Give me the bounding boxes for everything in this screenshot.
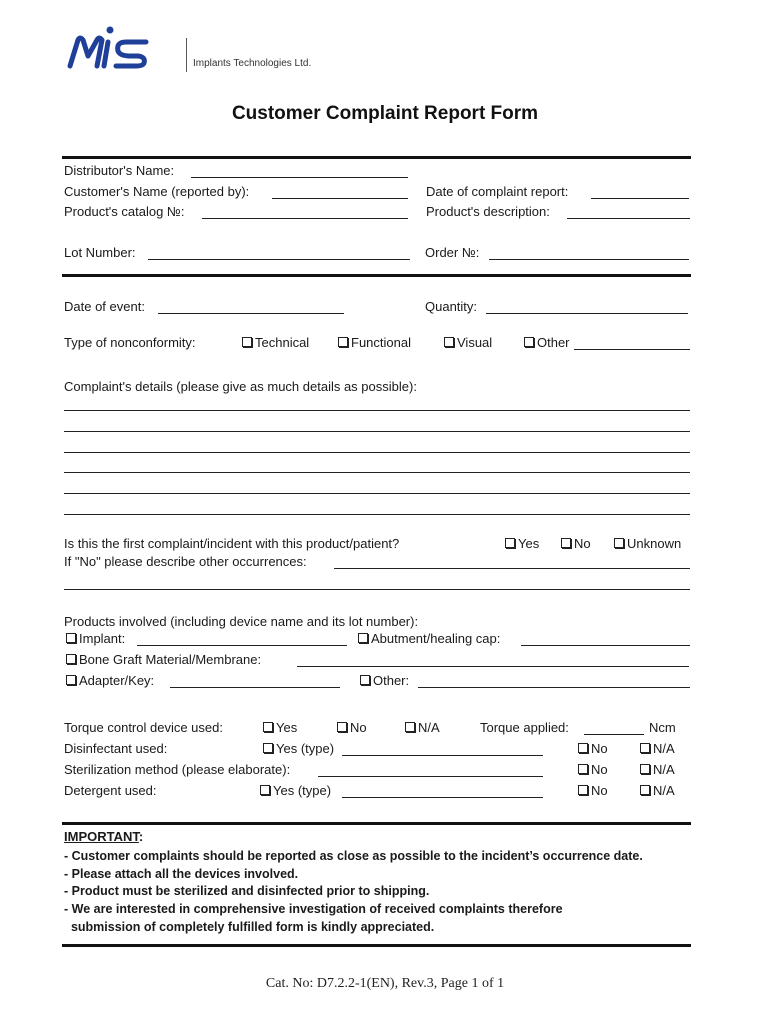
important-line: - Product must be sterilized and disinfected prior to shipping. <box>64 884 430 898</box>
checkbox-icon <box>66 675 76 685</box>
company-name: Implants Technologies Ltd. <box>193 58 312 69</box>
option-functional[interactable] <box>338 335 411 351</box>
sterilization-na-label: N/A <box>653 762 675 777</box>
checkbox-icon <box>578 785 588 795</box>
sterilization-na-option[interactable] <box>640 762 675 778</box>
sterilization-no-label: No <box>591 762 608 777</box>
important-line: - We are interested in comprehensive investigation of received complaints therefore <box>64 902 563 916</box>
option-functional-label: Functional <box>351 335 411 350</box>
nonconformity-label: Type of nonconformity: <box>64 335 196 350</box>
lot-label: Lot Number: <box>64 245 136 260</box>
disinfectant-type-field[interactable] <box>342 755 543 756</box>
checkbox-icon <box>263 722 273 732</box>
details-line[interactable] <box>64 410 690 411</box>
disinfectant-na-label: N/A <box>653 741 675 756</box>
checkbox-icon <box>260 785 270 795</box>
abutment-option[interactable] <box>358 631 500 647</box>
form-title: Customer Complaint Report Form <box>231 103 539 124</box>
option-technical[interactable] <box>242 335 309 351</box>
checkbox-icon <box>561 538 571 548</box>
option-visual-label: Visual <box>457 335 493 350</box>
detergent-na-option[interactable] <box>640 783 675 799</box>
page-footer: Cat. No: D7.2.2-1(EN), Rev.3, Page 1 of 1 <box>265 976 505 991</box>
option-other-label: Other <box>537 335 570 350</box>
abutment-field[interactable] <box>521 645 690 646</box>
adapter-label: Adapter/Key: <box>79 673 155 688</box>
checkbox-icon <box>405 722 415 732</box>
occurrences-line[interactable] <box>64 589 690 590</box>
checkbox-icon <box>640 785 650 795</box>
torque-na-option[interactable] <box>405 720 440 736</box>
details-line[interactable] <box>64 431 690 432</box>
order-label: Order №: <box>425 245 480 260</box>
important-heading-text: IMPORTANT <box>64 829 139 844</box>
date-event-label: Date of event: <box>64 299 145 314</box>
checkbox-icon <box>444 337 454 347</box>
disinfectant-na-option[interactable] <box>640 741 675 757</box>
important-heading <box>64 829 143 845</box>
catalog-field[interactable] <box>202 218 408 219</box>
torque-applied-label: Torque applied: <box>480 720 569 735</box>
implant-field[interactable] <box>137 645 347 646</box>
order-field[interactable] <box>489 259 689 260</box>
torque-yes-option[interactable] <box>263 720 297 736</box>
checkbox-icon <box>578 743 588 753</box>
sterilization-no-option[interactable] <box>578 762 608 778</box>
other-product-label: Other: <box>373 673 410 688</box>
torque-unit: Ncm <box>649 720 676 735</box>
checkbox-icon <box>338 337 348 347</box>
distributor-field[interactable] <box>191 177 408 178</box>
first-no-label: No <box>574 536 591 551</box>
other-product-field[interactable] <box>418 687 690 688</box>
top-rule <box>62 156 691 159</box>
customer-label: Customer's Name (reported by): <box>64 184 250 199</box>
detergent-yes-option[interactable] <box>260 783 331 799</box>
date-report-field[interactable] <box>591 198 689 199</box>
important-line: submission of completely fulfilled form is kindly appreciated. <box>64 920 435 934</box>
detergent-na-label: N/A <box>653 783 675 798</box>
quantity-label: Quantity: <box>425 299 478 314</box>
bone-graft-field[interactable] <box>297 666 689 667</box>
quantity-field[interactable] <box>486 313 688 314</box>
detergent-no-label: No <box>591 783 608 798</box>
products-label: Products involved (including device name and its lot number): <box>64 614 419 629</box>
checkbox-icon <box>505 538 515 548</box>
sterilization-field[interactable] <box>318 776 543 777</box>
checkbox-icon <box>360 675 370 685</box>
option-technical-label: Technical <box>255 335 310 350</box>
logo-divider <box>186 38 187 72</box>
abutment-label: Abutment/healing cap: <box>371 631 501 646</box>
if-no-label: If "No" please describe other occurrences: <box>64 554 307 569</box>
description-label: Product's description: <box>426 204 550 219</box>
mid-rule <box>62 274 691 277</box>
implant-label: Implant: <box>79 631 126 646</box>
disinfectant-no-option[interactable] <box>578 741 608 757</box>
checkbox-icon <box>337 722 347 732</box>
customer-field[interactable] <box>272 198 408 199</box>
checkbox-icon <box>524 337 534 347</box>
other-type-field[interactable] <box>574 349 690 350</box>
details-line[interactable] <box>64 452 690 453</box>
details-label: Complaint's details (please give as much details as possible): <box>64 379 417 394</box>
disinfectant-yes-label: Yes (type) <box>276 741 335 756</box>
important-top-rule <box>62 822 691 825</box>
if-no-field[interactable] <box>334 568 690 569</box>
date-event-field[interactable] <box>158 313 344 314</box>
torque-yes-label: Yes <box>276 720 298 735</box>
checkbox-icon <box>66 633 76 643</box>
first-unknown-option[interactable] <box>614 536 681 552</box>
first-yes-option[interactable] <box>505 536 539 552</box>
description-field[interactable] <box>567 218 690 219</box>
detergent-label: Detergent used: <box>64 783 157 798</box>
company-logo <box>64 24 184 74</box>
catalog-label: Product's catalog №: <box>64 204 185 219</box>
details-line[interactable] <box>64 493 690 494</box>
adapter-option[interactable] <box>66 673 154 689</box>
first-yes-label: Yes <box>518 536 540 551</box>
checkbox-icon <box>640 743 650 753</box>
option-visual[interactable] <box>444 335 492 351</box>
lot-field[interactable] <box>148 259 410 260</box>
disinfectant-no-label: No <box>591 741 608 756</box>
important-line: - Customer complaints should be reported as close as possible to the incident’s occurrence date. <box>64 849 643 863</box>
disinfectant-label: Disinfectant used: <box>64 741 168 756</box>
bone-graft-label: Bone Graft Material/Membrane: <box>79 652 262 667</box>
first-complaint-question: Is this the first complaint/incident with this product/patient? <box>64 536 400 551</box>
details-line[interactable] <box>64 472 690 473</box>
first-no-option[interactable] <box>561 536 591 552</box>
implant-option[interactable] <box>66 631 125 647</box>
other-product-option[interactable] <box>360 673 409 689</box>
first-unknown-label: Unknown <box>627 536 682 551</box>
torque-no-label: No <box>350 720 367 735</box>
disinfectant-yes-option[interactable] <box>263 741 334 757</box>
important-bottom-rule <box>62 944 691 947</box>
torque-na-label: N/A <box>418 720 440 735</box>
checkbox-icon <box>640 764 650 774</box>
detergent-type-field[interactable] <box>342 797 543 798</box>
checkbox-icon <box>578 764 588 774</box>
option-other[interactable] <box>524 335 570 351</box>
checkbox-icon <box>242 337 252 347</box>
checkbox-icon <box>614 538 624 548</box>
sterilization-label: Sterilization method (please elaborate): <box>64 762 291 777</box>
distributor-label: Distributor's Name: <box>64 163 175 178</box>
important-heading-colon: : <box>138 829 144 844</box>
torque-label: Torque control device used: <box>64 720 223 735</box>
detergent-no-option[interactable] <box>578 783 608 799</box>
adapter-field[interactable] <box>170 687 340 688</box>
checkbox-icon <box>263 743 273 753</box>
date-report-label: Date of complaint report: <box>426 184 569 199</box>
bone-graft-option[interactable] <box>66 652 261 668</box>
torque-no-option[interactable] <box>337 720 367 736</box>
checkbox-icon <box>66 654 76 664</box>
important-line: - Please attach all the devices involved. <box>64 867 299 881</box>
detergent-yes-label: Yes (type) <box>273 783 332 798</box>
details-line[interactable] <box>64 514 690 515</box>
torque-applied-field[interactable] <box>584 734 644 735</box>
checkbox-icon <box>358 633 368 643</box>
